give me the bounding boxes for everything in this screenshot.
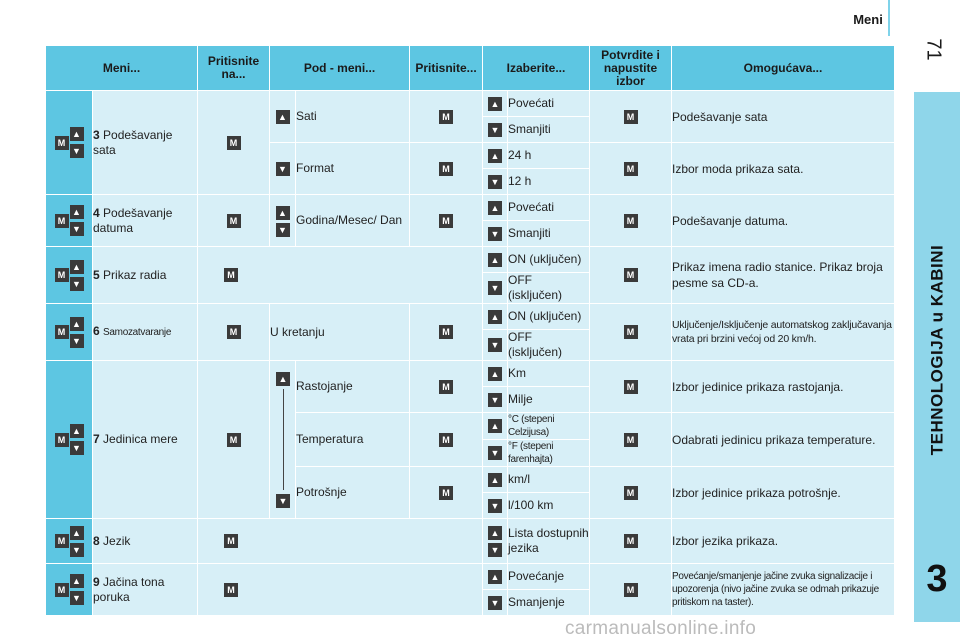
- select-option: OFF (isključen): [508, 273, 590, 304]
- enables-description: Uključenje/Isključenje automatskog zaključavanja vrata pri brzini većoj od 20 km/h.: [672, 304, 895, 361]
- down-key-icon: ▼: [70, 277, 84, 291]
- confirm-key-cell: [590, 304, 672, 361]
- table-row: [46, 564, 895, 590]
- select-option: °C (stepeni Celzijusa): [508, 413, 590, 440]
- watermark: carmanualsonline.info: [565, 618, 757, 639]
- confirm-key-cell: [590, 519, 672, 564]
- select-key-cell: [483, 91, 508, 117]
- m-key-icon: M: [227, 136, 241, 150]
- col-header-enables: Omogućava...: [672, 46, 895, 91]
- select-key-cell: [483, 493, 508, 519]
- m-key-icon: M: [224, 534, 238, 548]
- m-key-icon: M: [55, 214, 69, 228]
- select-key-cell: [483, 361, 508, 387]
- m-key-icon: M: [439, 486, 453, 500]
- m-key-icon: M: [439, 325, 453, 339]
- m-key-icon: M: [55, 583, 69, 597]
- down-key-icon: ▼: [488, 175, 502, 189]
- m-key-icon: M: [624, 380, 638, 394]
- down-key-icon: ▼: [70, 441, 84, 455]
- m-key-icon: M: [439, 110, 453, 124]
- m-key-icon: M: [55, 325, 69, 339]
- select-key-cell: [483, 247, 508, 273]
- menu-item-label: 8 Jezik: [93, 519, 198, 564]
- up-key-icon: ▲: [70, 260, 84, 274]
- press-key-cell: [198, 91, 270, 195]
- m-key-icon: M: [624, 325, 638, 339]
- down-key-icon: ▼: [488, 123, 502, 137]
- select-key-cell: [483, 330, 508, 361]
- down-key-icon: ▼: [488, 446, 502, 460]
- press-key-cell: [410, 467, 483, 519]
- select-option: Povećati: [508, 195, 590, 221]
- confirm-key-cell: [590, 564, 672, 616]
- confirm-key-cell: [590, 467, 672, 519]
- press-key-cell: [198, 195, 270, 247]
- press-key-cell: [410, 91, 483, 143]
- submenu-key-cell: [270, 361, 296, 519]
- confirm-key-cell: [590, 91, 672, 143]
- press-key-cell: [410, 143, 483, 195]
- press-key-cell: [410, 361, 483, 413]
- up-key-icon: ▲: [488, 473, 502, 487]
- submenu-label: Temperatura: [296, 413, 410, 467]
- menu-item-label: 5 Prikaz radia: [93, 247, 198, 304]
- m-key-icon: M: [55, 433, 69, 447]
- m-key-icon: M: [624, 214, 638, 228]
- m-key-icon: M: [227, 433, 241, 447]
- select-option: Lista dostupnih jezika: [508, 519, 590, 564]
- select-key-cell: [483, 387, 508, 413]
- m-key-icon: M: [55, 268, 69, 282]
- m-key-icon: M: [439, 214, 453, 228]
- m-key-icon: M: [439, 433, 453, 447]
- select-key-cell: [483, 440, 508, 467]
- select-key-cell: [483, 519, 508, 564]
- m-key-icon: M: [55, 136, 69, 150]
- confirm-key-cell: [590, 195, 672, 247]
- down-key-icon: ▼: [488, 338, 502, 352]
- submenu-key-cell: [270, 143, 296, 195]
- select-option: Milje: [508, 387, 590, 413]
- col-header-press-on: Pritisnite na...: [198, 46, 270, 91]
- up-key-icon: ▲: [488, 201, 502, 215]
- submenu-label: U kretanju: [270, 304, 410, 361]
- press-key-cell: [198, 519, 483, 564]
- up-key-icon: ▲: [488, 570, 502, 584]
- up-key-icon: ▲: [488, 97, 502, 111]
- m-key-icon: M: [624, 583, 638, 597]
- up-key-icon: ▲: [488, 526, 502, 540]
- chapter-number: 3: [926, 558, 948, 600]
- menu-nav-keys: [46, 361, 93, 519]
- confirm-key-cell: [590, 413, 672, 467]
- up-key-icon: ▲: [70, 205, 84, 219]
- table-header-row: [46, 46, 895, 91]
- down-key-icon: ▼: [488, 596, 502, 610]
- select-key-cell: [483, 117, 508, 143]
- down-key-icon: ▼: [70, 334, 84, 348]
- down-key-icon: ▼: [488, 499, 502, 513]
- table-row: [46, 304, 895, 330]
- press-key-cell: [410, 195, 483, 247]
- up-key-icon: ▲: [488, 367, 502, 381]
- select-option: Km: [508, 361, 590, 387]
- menu-nav-keys: [46, 247, 93, 304]
- col-header-menu: Meni...: [46, 46, 198, 91]
- m-key-icon: M: [624, 110, 638, 124]
- submenu-label: Godina/Mesec/ Dan: [296, 195, 410, 247]
- select-option: OFF (isključen): [508, 330, 590, 361]
- select-option: 24 h: [508, 143, 590, 169]
- submenu-label: Format: [296, 143, 410, 195]
- select-option: 12 h: [508, 169, 590, 195]
- confirm-key-cell: [590, 247, 672, 304]
- up-key-icon: ▲: [276, 371, 290, 386]
- select-key-cell: [483, 273, 508, 304]
- chapter-side-label: TEHNOLOGIJA u KABINI: [927, 244, 947, 456]
- menu-nav-keys: [46, 91, 93, 195]
- submenu-label: Sati: [296, 91, 410, 143]
- down-key-icon: ▼: [276, 223, 290, 237]
- m-key-icon: M: [439, 380, 453, 394]
- select-option: Povećati: [508, 91, 590, 117]
- m-key-icon: M: [624, 486, 638, 500]
- down-key-icon: ▼: [276, 493, 290, 508]
- up-key-icon: ▲: [276, 206, 290, 220]
- enables-description: Prikaz imena radio stanice. Prikaz broja pesme sa CD-a.: [672, 247, 895, 304]
- menu-item-label: 4 Podešavanje datuma: [93, 195, 198, 247]
- menu-item-label: 3 Podešavanje sata: [93, 91, 198, 195]
- confirm-key-cell: [590, 143, 672, 195]
- m-key-icon: M: [439, 162, 453, 176]
- col-header-confirm: Potvrdite i napustite izbor: [590, 46, 672, 91]
- col-header-select: Izaberite...: [483, 46, 590, 91]
- table-row: [46, 195, 895, 221]
- up-key-icon: ▲: [70, 526, 84, 540]
- page-number: 71: [922, 38, 945, 61]
- select-option: km/l: [508, 467, 590, 493]
- submenu-key-cell: [270, 195, 296, 247]
- enables-description: Izbor jedinice prikaza potrošnje.: [672, 467, 895, 519]
- menu-nav-keys: [46, 304, 93, 361]
- press-key-cell: [198, 247, 483, 304]
- up-key-icon: ▲: [488, 253, 502, 267]
- m-key-icon: M: [624, 534, 638, 548]
- menu-item-label: 6 Samozatvaranje: [93, 304, 198, 361]
- submenu-label: Rastojanje: [296, 361, 410, 413]
- select-option: Smanjenje: [508, 590, 590, 616]
- m-key-icon: M: [224, 583, 238, 597]
- select-key-cell: [483, 169, 508, 195]
- confirm-key-cell: [590, 361, 672, 413]
- select-key-cell: [483, 195, 508, 221]
- m-key-icon: M: [227, 214, 241, 228]
- menu-item-label: 9 Jačina tona poruka: [93, 564, 198, 616]
- select-option: Smanjiti: [508, 221, 590, 247]
- table-row: [46, 247, 895, 273]
- submenu-connector: [283, 389, 284, 490]
- select-key-cell: [483, 467, 508, 493]
- header-divider: [888, 0, 890, 36]
- enables-description: Izbor moda prikaza sata.: [672, 143, 895, 195]
- select-option: ON (uključen): [508, 247, 590, 273]
- select-option: Povećanje: [508, 564, 590, 590]
- menu-nav-keys: [46, 519, 93, 564]
- col-header-submenu: Pod - meni...: [270, 46, 410, 91]
- down-key-icon: ▼: [70, 543, 84, 557]
- m-key-icon: M: [224, 268, 238, 282]
- select-option: °F (stepeni farenhajta): [508, 440, 590, 467]
- down-key-icon: ▼: [488, 393, 502, 407]
- submenu-label: Potrošnje: [296, 467, 410, 519]
- menu-item-label: 7 Jedinica mere: [93, 361, 198, 519]
- press-key-cell: [198, 564, 483, 616]
- enables-description: Izbor jezika prikaza.: [672, 519, 895, 564]
- m-key-icon: M: [624, 268, 638, 282]
- menu-nav-keys: [46, 564, 93, 616]
- up-key-icon: ▲: [488, 419, 502, 433]
- select-option: Smanjiti: [508, 117, 590, 143]
- down-key-icon: ▼: [70, 144, 84, 158]
- col-header-press: Pritisnite...: [410, 46, 483, 91]
- m-key-icon: M: [624, 433, 638, 447]
- enables-description: Podešavanje sata: [672, 91, 895, 143]
- enables-description: Izbor jedinice prikaza rastojanja.: [672, 361, 895, 413]
- up-key-icon: ▲: [70, 317, 84, 331]
- table-row: [46, 519, 895, 564]
- press-key-cell: [198, 361, 270, 519]
- menu-nav-keys: [46, 195, 93, 247]
- up-key-icon: ▲: [70, 574, 84, 588]
- up-key-icon: ▲: [488, 149, 502, 163]
- press-key-cell: [410, 413, 483, 467]
- m-key-icon: M: [624, 162, 638, 176]
- select-key-cell: [483, 590, 508, 616]
- select-key-cell: [483, 564, 508, 590]
- menu-settings-table: [45, 45, 895, 616]
- down-key-icon: ▼: [488, 281, 502, 295]
- select-option: l/100 km: [508, 493, 590, 519]
- down-key-icon: ▼: [488, 227, 502, 241]
- enables-description: Podešavanje datuma.: [672, 195, 895, 247]
- up-key-icon: ▲: [70, 424, 84, 438]
- up-key-icon: ▲: [488, 310, 502, 324]
- select-key-cell: [483, 413, 508, 440]
- enables-description: Odabrati jedinicu prikaza temperature.: [672, 413, 895, 467]
- table-row: [46, 361, 895, 387]
- press-key-cell: [198, 304, 270, 361]
- select-key-cell: [483, 143, 508, 169]
- down-key-icon: ▼: [488, 543, 502, 557]
- m-key-icon: M: [227, 325, 241, 339]
- enables-description: Povećanje/smanjenje jačine zvuka signalizacije i upozorenja (nivo jačine zvuka se odmah prikazuje pritiskom na taster).: [672, 564, 895, 616]
- table-row: [46, 91, 895, 117]
- submenu-key-cell: [270, 91, 296, 143]
- up-key-icon: ▲: [276, 110, 290, 124]
- up-key-icon: ▲: [70, 127, 84, 141]
- page-header-title: Meni: [853, 12, 883, 27]
- select-key-cell: [483, 304, 508, 330]
- down-key-icon: ▼: [70, 591, 84, 605]
- select-option: ON (uključen): [508, 304, 590, 330]
- m-key-icon: M: [55, 534, 69, 548]
- down-key-icon: ▼: [276, 162, 290, 176]
- down-key-icon: ▼: [70, 222, 84, 236]
- press-key-cell: [410, 304, 483, 361]
- select-key-cell: [483, 221, 508, 247]
